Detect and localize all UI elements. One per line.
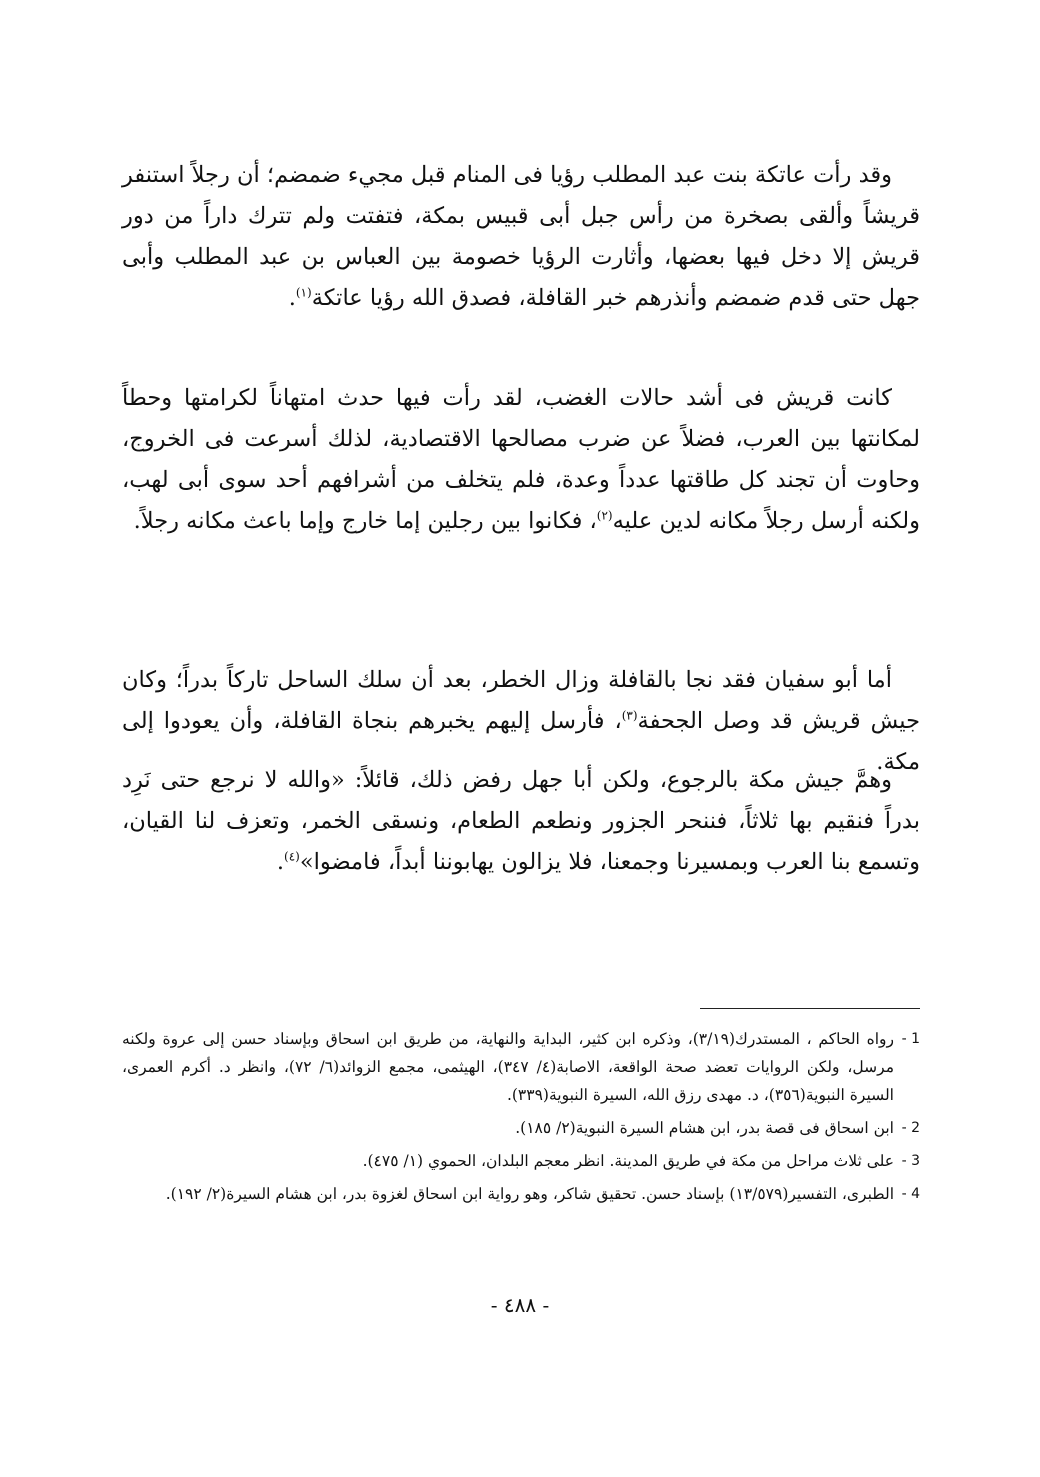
footnote-text: الطبرى، التفسير(١٣/٥٧٩) بإسناد حسن. تحقيق شاكر، وهو رواية ابن اسحاق لغزوة بدر، ابن هشام السيرة(٢/ ١٩٢). [165, 1185, 894, 1203]
footnote-marker-2: (٢) [596, 508, 613, 523]
footnote-marker-1: (١) [295, 285, 312, 300]
paragraph-1 [122, 155, 920, 319]
footnote-marker-4: (٤) [284, 849, 300, 864]
footnotes-section [122, 1025, 920, 1213]
paragraph-3-text: أما أبو سفيان فقد نجا بالقافلة وزال الخطر، بعد أن سلك الساحل تاركاً بدراً؛ وكان جيش قريش قد وصل الجحفة [122, 667, 920, 734]
paragraph-4 [122, 760, 920, 883]
paragraph-1-text: وقد رأت عاتكة بنت عبد المطلب رؤيا فى المنام قبل مجيء ضمضم؛ أن رجلاً استنفر قريشاً وألقى بصخرة من رأس جبل أبى قبيس بمكة، فتفتت ولم تترك داراً من دور قريش إلا دخل فيها بعضها، وأثارت الرؤيا خصومة بين العباس بن عبد المطلب وأبى جهل حتى قدم ضمضم وأنذرهم خبر القافلة، فصدق الله رؤيا عاتكة [122, 162, 920, 311]
paragraph-4-tail: . [276, 849, 285, 875]
footnote-separator [700, 1008, 920, 1009]
footnote-marker-3: (٣) [621, 708, 638, 723]
footnote-number: 1 - [901, 1031, 920, 1047]
footnote-text: على ثلاث مراحل من مكة في طريق المدينة. انظر معجم البلدان، الحموي (١/ ٤٧٥). [362, 1152, 894, 1170]
footnote-2 [122, 1114, 920, 1142]
footnote-1 [122, 1025, 920, 1109]
footnote-number: 3 - [901, 1153, 920, 1169]
footnote-text: رواه الحاكم ، المستدرك(٣/١٩)، وذكره ابن كثير، البداية والنهاية، من طريق ابن اسحاق وبإسناد حسن إلى عروة ولكنه مرسل، ولكن الروايات تعضد صحة الواقعة، الاصابة(٤/ ٣٤٧)، الهيثمى، مجمع الزوائد(٦/ ٧٢)، وانظر د. أكرم العمرى، السيرة النبوية(٣٥٦)، د. مهدى رزق الله، السيرة النبوية(٣٣٩). [122, 1030, 894, 1104]
paragraph-2-tail: ، فكانوا بين رجلين إما خارج وإما باعث مكانه رجلاً. [133, 508, 597, 534]
page-number: - ٤٨٨ - [490, 1293, 550, 1317]
paragraph-3-tail: ، فأرسل إليهم يخبرهم بنجاة القافلة، وأن يعودوا إلى مكة. [122, 708, 920, 775]
paragraph-1-tail: . [288, 285, 296, 311]
footnote-4 [122, 1180, 920, 1208]
paragraph-2-text: كانت قريش فى أشد حالات الغضب، لقد رأت فيها حدث امتهاناً لكرامتها وحطاً لمكانتها بين العرب، فضلاً عن ضرب مصالحها الاقتصادية، لذلك أسرعت فى الخروج، وحاوت أن تجند كل طاقتها عدداً وعدة، فلم يتخلف من أشرافهم أحد سوى أبى لهب، ولكنه أرسل رجلاً مكانه لدين عليه [122, 385, 920, 534]
footnote-number: 2 - [901, 1120, 920, 1136]
paragraph-2 [122, 378, 920, 542]
footnote-number: 4 - [901, 1186, 920, 1202]
footnote-text: ابن اسحاق فى قصة بدر، ابن هشام السيرة النبوية(٢/ ١٨٥). [515, 1119, 894, 1137]
footnote-3 [122, 1147, 920, 1175]
paragraph-4-text: وهمَّ جيش مكة بالرجوع، ولكن أبا جهل رفض ذلك، قائلاً: «والله لا نرجع حتى نَرِد بدراً فنقيم بها ثلاثاً، فننحر الجزور ونطعم الطعام، ونسقى الخمر، وتعزف لنا القيان، وتسمع بنا العرب وبمسيرنا وجمعنا، فلا يزالون يهابوننا أبداً، فامضوا» [122, 767, 920, 875]
